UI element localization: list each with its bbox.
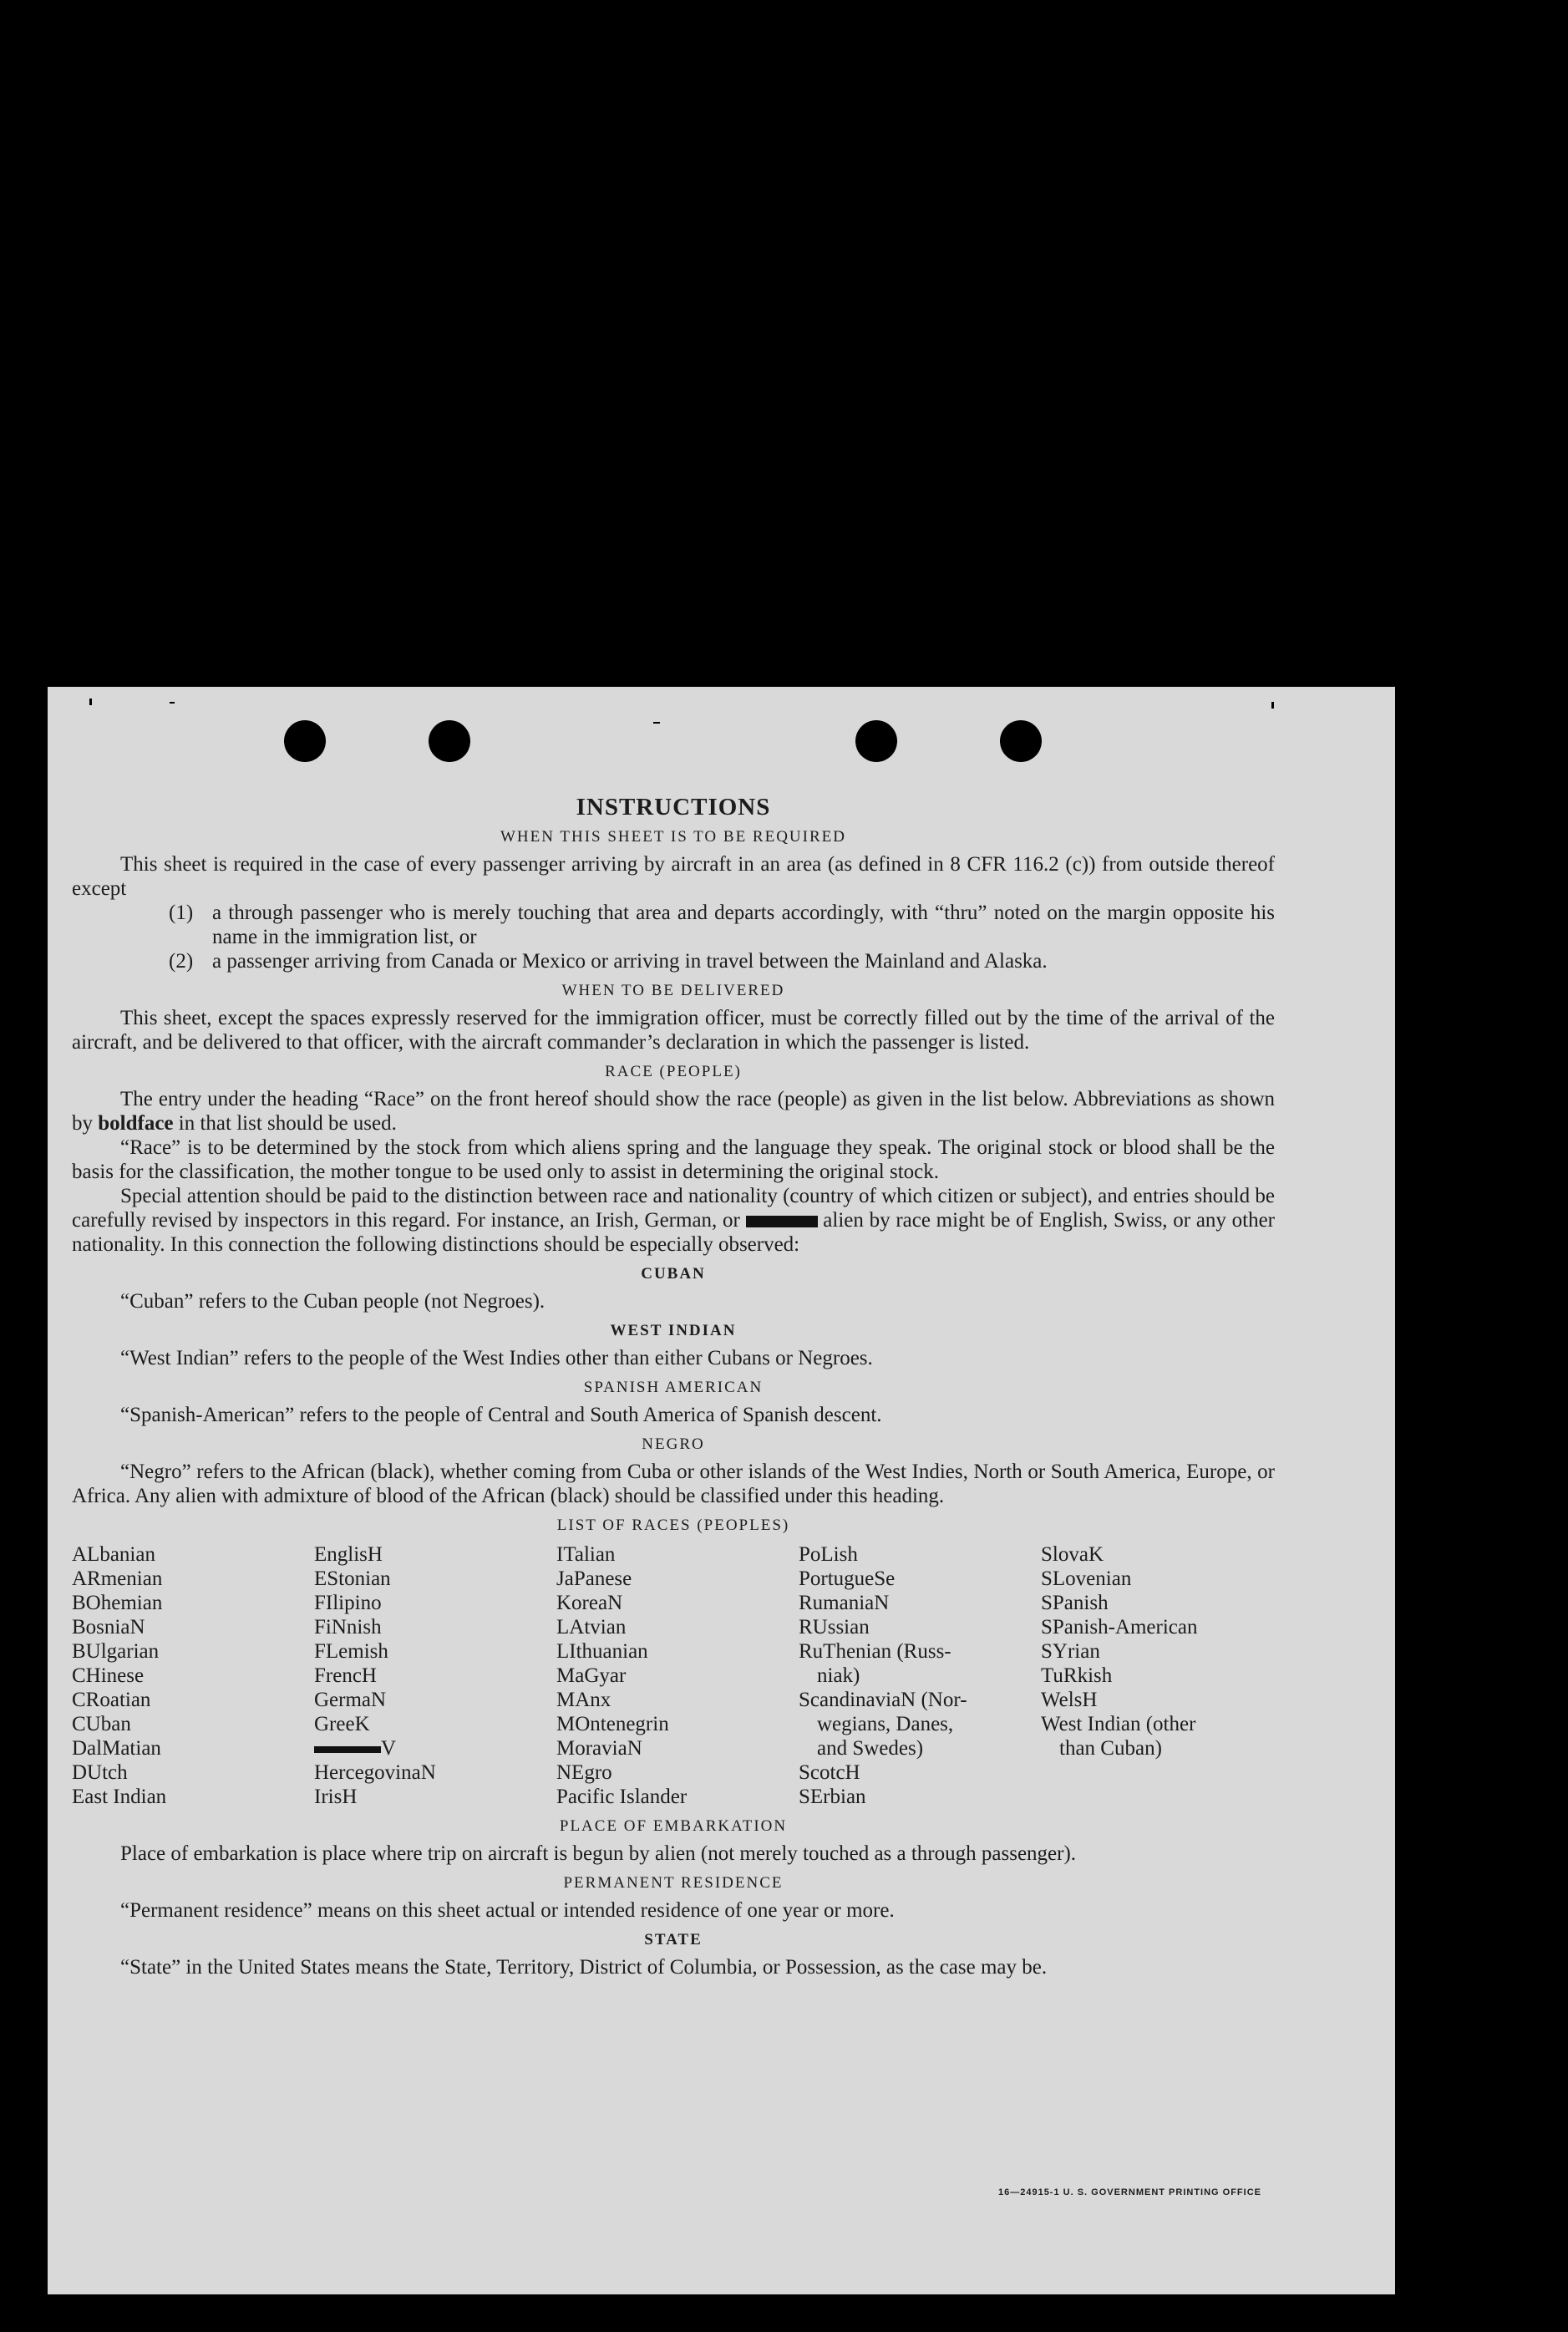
race-item: PortugueSe [799,1567,896,1590]
race-item: SErbian [799,1786,866,1808]
races-column-2 [314,1542,556,1809]
race-item: HercegovinaN [314,1761,436,1784]
race-item: MAnx [556,1689,611,1711]
race-paragraph-1 [72,1087,1275,1136]
race-item: DalMatian [72,1737,161,1760]
page-title: INSTRUCTIONS [576,794,771,821]
state-text: “State” in the United States means the State, Territory, District of Columbia, or Possession, as the case may be. [120,1956,1048,1979]
punch-hole [429,720,470,762]
heading-delivered: WHEN TO BE DELIVERED [561,982,785,999]
race-item: CRoatian [72,1689,151,1711]
race-item-continued: than Cuban) [1059,1737,1162,1760]
race-item: FiNnish [314,1616,382,1638]
race-item: East Indian [72,1786,167,1808]
race-item: West Indian (other [1041,1713,1196,1735]
race-item: FIlipino [314,1592,382,1614]
race-item-continued: wegians, Danes, [817,1713,954,1735]
speck [1271,702,1274,709]
race-item: SYrian [1041,1640,1100,1663]
race-item-continued: and Swedes) [817,1737,924,1760]
heading-list-of-races: LIST OF RACES (PEOPLES) [556,1517,790,1534]
speck [653,722,660,724]
race-item: PoLish [799,1543,858,1566]
west-indian-text: “West Indian” refers to the people of the West Indies other than either Cubans or Negroes. [120,1347,873,1369]
required-item-1 [169,901,1275,949]
race-item-continued: niak) [817,1664,860,1687]
heading-west-indian: WEST INDIAN [610,1322,737,1339]
race-item: SLovenian [1041,1567,1132,1590]
race-item: TuRkish [1041,1664,1113,1687]
races-column-3 [556,1542,799,1809]
race-item: FLemish [314,1640,388,1663]
race-p1-part-a: The entry under the heading “Race” on the front hereof should show the race (people) as given in the list below. Abbreviations as shown by [72,1088,1275,1135]
race-item: NEgro [556,1761,612,1784]
speck [89,699,92,705]
race-p3-part-b: alien by race might be of English, Swiss, or any other nationality. In this connection the following distinctions should be especially observed: [72,1209,1276,1256]
item-text: a through passenger who is merely touching that area and departs accordingly, with “thru” noted on the margin opposite his name in the immigration list, or [212,902,1275,948]
heading-cuban: CUBAN [641,1265,706,1283]
race-item: ARmenian [72,1567,163,1590]
negro-text: “Negro” refers to the African (black), whether coming from Cuba or other islands of the West Indies, North or South America, Europe, or Africa. Any alien with admixture of blood of the African (black) should be classified under this heading. [72,1461,1275,1507]
race-p3-part-a: Special attention should be paid to the distinction between race and nationality (country of which citizen or subject), and entries should be carefully revised by inspectors in this regard. For instance, an Irish, German, or [72,1185,1275,1232]
heading-spanish-american: SPANISH AMERICAN [583,1379,764,1396]
race-item-struck [314,1736,556,1760]
race-item: FrencH [314,1664,377,1687]
heading-required: WHEN THIS SHEET IS TO BE REQUIRED [500,828,846,846]
item-number: (1) [169,902,194,924]
race-item: BUlgarian [72,1640,160,1663]
race-item: EStonian [314,1567,391,1590]
race-item: RuThenian (Russ- [799,1640,951,1663]
race-item: ITalian [556,1543,616,1566]
race-item: EnglisH [314,1543,383,1566]
redaction-mark [746,1216,818,1227]
race-item: KoreaN [556,1592,623,1614]
race-item: MOntenegrin [556,1713,669,1735]
race-item: BOhemian [72,1592,163,1614]
residence-text: “Permanent residence” means on this sheet actual or intended residence of one year or more. [120,1899,895,1922]
race-item: ScotcH [799,1761,860,1784]
punch-hole [284,720,326,762]
race-item: MaGyar [556,1664,627,1687]
punch-hole [855,720,897,762]
race-item: GermaN [314,1689,387,1711]
race-paragraph-2: “Race” is to be determined by the stock from which aliens spring and the language they speak. The original stock or blood shall be the basis for the classification, the mother tongue to be used only to assist in determining the original stock. [72,1136,1275,1183]
punch-hole [1000,720,1042,762]
race-item-suffix: V [381,1737,397,1760]
heading-embarkation: PLACE OF EMBARKATION [559,1817,788,1835]
heading-state: STATE [644,1931,703,1948]
race-p1-boldface: boldface [98,1112,174,1135]
race-item: GreeK [314,1713,370,1735]
heading-residence: PERMANENT RESIDENCE [563,1874,784,1892]
race-item: ScandinaviaN (Nor- [799,1689,967,1711]
printer-imprint: 16—24915-1 U. S. GOVERNMENT PRINTING OFFICE [997,2187,1261,2197]
race-item: LAtvian [556,1616,627,1638]
races-list [72,1542,1275,1809]
race-item: CUban [72,1713,131,1735]
races-column-5 [1041,1542,1283,1809]
embarkation-text: Place of embarkation is place where trip on aircraft is begun by alien (not merely touched as a through passenger). [120,1842,1077,1865]
strikethrough-mark [314,1746,381,1753]
spanish-american-text: “Spanish-American” refers to the people of Central and South America of Spanish descent. [120,1404,882,1426]
race-item: CHinese [72,1664,145,1687]
race-p1-part-c: in that list should be used. [173,1112,397,1135]
item-text: a passenger arriving from Canada or Mexico or arriving in travel between the Mainland and Alaska. [212,950,1048,973]
race-item: LIthuanian [556,1640,648,1663]
race-paragraph-3 [72,1184,1275,1257]
required-intro: This sheet is required in the case of every passenger arriving by aircraft in an area (as defined in 8 CFR 116.2 (c)) from outside thereof except [72,853,1275,900]
race-item: SPanish [1041,1592,1109,1614]
race-item: WelsH [1041,1689,1098,1711]
delivered-text: This sheet, except the spaces expressly reserved for the immigration officer, must be correctly filled out by the time of the arrival of the aircraft, and be delivered to that officer, with the aircraft commander’s declaration in which the passenger is listed. [72,1007,1275,1054]
heading-negro: NEGRO [642,1435,705,1453]
race-item: BosniaN [72,1616,145,1638]
heading-race: RACE (PEOPLE) [605,1063,742,1080]
races-column-4 [799,1542,1041,1809]
race-item: Pacific Islander [556,1786,688,1808]
required-item-2 [169,949,1275,973]
instruction-sheet [48,687,1395,2294]
race-item: SPanish-American [1041,1616,1198,1638]
race-item: RUssian [799,1616,870,1638]
instructions-text [72,795,1275,1979]
race-item: MoraviaN [556,1737,642,1760]
race-item: RumaniaN [799,1592,890,1614]
race-item: ALbanian [72,1543,155,1566]
race-item: IrisH [314,1786,358,1808]
race-item: DUtch [72,1761,128,1784]
item-number: (2) [169,950,194,973]
races-column-1 [72,1542,314,1809]
speck [170,702,175,704]
race-item: JaPanese [556,1567,632,1590]
race-item: SlovaK [1041,1543,1104,1566]
cuban-text: “Cuban” refers to the Cuban people (not Negroes). [120,1290,546,1313]
